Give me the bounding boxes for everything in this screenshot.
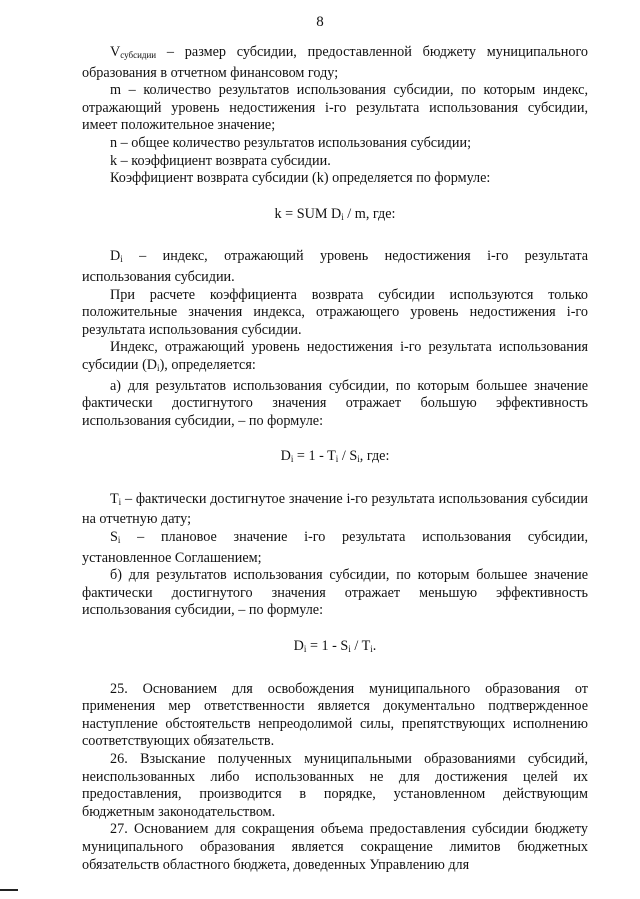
case-b-paragraph: б) для результатов использования субсидии, по которым большее значение фактически достигнутого значения отражает меньшую эффективность использования субсидии, – по формуле: xyxy=(82,567,588,619)
page-number: 8 xyxy=(316,14,324,30)
index-paragraph xyxy=(82,339,588,377)
formula-di-b xyxy=(82,638,588,659)
k-definition: k – коэффициент возврата субсидии. xyxy=(110,152,331,169)
positive-values-paragraph: При расчете коэффициента возврата субсидии используются только положительные значения индекса, отражающего уровень недостижения i-го результата использования субсидии. xyxy=(82,286,588,338)
di-definition xyxy=(82,248,588,286)
formula-k xyxy=(82,206,588,227)
case-a-paragraph: а) для результатов использования субсидии, по которым большее значение фактически достигнутого значения отражает большую эффективность использования субсидии, – по формуле: xyxy=(82,377,588,429)
f3-d: . xyxy=(372,638,377,655)
f3-b: = 1 - S xyxy=(306,638,349,655)
ti-definition xyxy=(82,491,588,529)
si-sub: i xyxy=(117,535,121,546)
k-intro: Коэффициент возврата субсидии (k) определяется по формуле: xyxy=(110,170,491,187)
f3-c: / T xyxy=(350,638,371,655)
formula-k-part: k = SUM D xyxy=(274,205,342,222)
di-text: – индекс, отражающий уровень недостижения i-го результата использования субсидии. xyxy=(82,248,588,285)
v-definition xyxy=(82,44,588,82)
f2-d: , где: xyxy=(359,448,390,465)
m-definition: m – количество результатов использования субсидии, по которым индекс, отражающий уровень недостижения i-го результата использования субсидии, имеет положительное значение; xyxy=(82,82,588,134)
item-26: 26. Взыскание полученных муниципальными образованиями субсидий, неиспользованных либо использованных не для достижения целей их предоставления, производится в порядке, установленном действующим бюджетным законодательством. xyxy=(82,751,588,820)
si-definition xyxy=(82,529,588,567)
f3-a: D xyxy=(293,638,304,655)
formula-k-tail: / m, где: xyxy=(343,205,396,222)
f2-b: = 1 - T xyxy=(293,448,336,465)
ti-sub: i xyxy=(118,496,122,507)
item-25: 25. Основанием для освобождения муниципального образования от применения мер ответственности является документально подтвержденное наступление обстоятельств непреодолимой силы, препятствующих исполнению соответствующих обязательств. xyxy=(82,680,588,750)
formula-di-a xyxy=(82,448,588,469)
ti-symbol: T xyxy=(110,490,119,507)
ti-text: – фактически достигнутое значение i-го результата использования субсидии на отчетную дату; xyxy=(82,490,588,528)
si-symbol: S xyxy=(110,529,118,546)
f2-a: D xyxy=(280,448,291,465)
index-sub: i xyxy=(157,362,160,373)
document-body xyxy=(82,44,588,874)
index-tail: ), определяется: xyxy=(159,356,256,373)
index-text: Индекс, отражающий уровень недостижения i-го результата использования субсидии (D xyxy=(82,339,588,373)
f2-s1: i xyxy=(290,454,294,465)
v-subscript: субсидии xyxy=(120,50,157,60)
di-symbol: D xyxy=(110,248,121,265)
f3-s1: i xyxy=(303,644,307,655)
item-27: 27. Основанием для сокращения объема предоставления субсидии бюджету муниципального образования является сокращение лимитов бюджетных обязательств областного бюджета, доведенных Управлению для xyxy=(82,821,588,873)
margin-mark xyxy=(0,889,18,891)
f3-s2: i xyxy=(348,644,351,655)
f2-c: / S xyxy=(338,448,358,465)
f2-s3: i xyxy=(357,454,360,465)
v-symbol: V xyxy=(110,44,121,60)
f2-s2: i xyxy=(335,454,339,465)
formula-k-sub: i xyxy=(341,211,344,222)
v-text: – размер субсидии, предоставленной бюджету муниципального образования в отчетном финансовом году; xyxy=(82,44,588,81)
si-text: – плановое значение i-го результата использования субсидии, установленное Соглашением; xyxy=(82,529,588,566)
n-definition: n – общее количество результатов использования субсидии; xyxy=(110,134,472,151)
f3-s3: i xyxy=(370,644,373,655)
di-sub: i xyxy=(120,254,123,265)
